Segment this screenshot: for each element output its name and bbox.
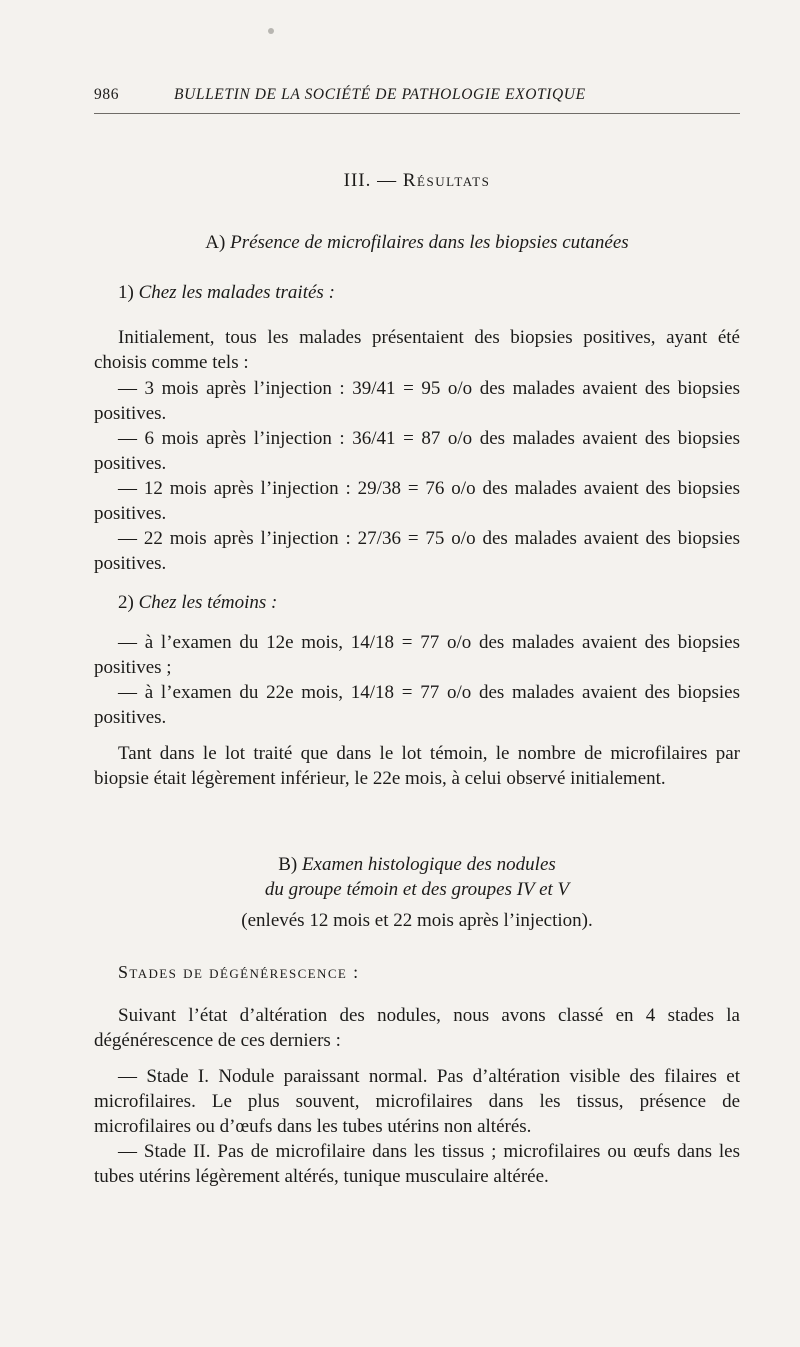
subsection-a2-num: 2) xyxy=(118,592,134,613)
paragraph-tant: Tant dans le lot traité que dans le lot témoin, le nombre de microfilaires par biopsie était légèrement inférieur, le 22e mois, à celui observé initialement. xyxy=(94,743,740,789)
subsection-a1-num: 1) xyxy=(118,282,134,303)
subsection-b-title-line2: du groupe témoin et des groupes IV et V xyxy=(264,879,570,900)
stade-1-description: — Stade I. Nodule paraissant normal. Pas d’altération visible des filaires et microfilaires. Le plus souvent, microfilaires dans les tissus, présence de microfilaires ou d’œufs dans les tubes utérins non altérés. xyxy=(94,1066,740,1137)
section-title xyxy=(94,170,740,192)
print-speck xyxy=(268,28,274,34)
subsection-b-letter: B) xyxy=(278,854,298,875)
control-result-12-months: — à l’examen du 12e mois, 14/18 = 77 o/o des malades avaient des biopsies positives ; xyxy=(94,632,740,678)
control-result-22-months: — à l’examen du 22e mois, 14/18 = 77 o/o des malades avaient des biopsies positives. xyxy=(94,682,740,728)
stade-2-description: — Stade II. Pas de microfilaire dans les tissus ; microfilaires ou œufs dans les tubes utérins légèrement altérés, tunique musculaire altérée. xyxy=(94,1141,740,1187)
treated-result-12-months: — 12 mois après l’injection : 29/38 = 76 o/o des malades avaient des biopsies positives. xyxy=(94,478,740,524)
section-numeral: III. — xyxy=(343,170,398,191)
subsection-a-title: Présence de microfilaires dans les biopsies cutanées xyxy=(230,232,629,253)
treated-result-3-months: — 3 mois après l’injection : 39/41 = 95 o/o des malades avaient des biopsies positives. xyxy=(94,378,740,424)
subsection-a1-heading xyxy=(118,280,718,305)
treated-result-6-months: — 6 mois après l’injection : 36/41 = 87 o/o des malades avaient des biopsies positives. xyxy=(94,428,740,474)
subsection-a-letter: A) xyxy=(205,232,226,253)
stades-heading xyxy=(118,962,360,983)
page-number: 986 xyxy=(94,86,120,103)
subsection-a2-heading xyxy=(118,590,718,615)
subsection-b-heading xyxy=(94,852,740,877)
paragraph-initial: Initialement, tous les malades présentaient des biopsies positives, ayant été choisis comme tels : xyxy=(94,327,740,373)
subsection-b-title-line1: Examen histologique des nodules xyxy=(301,854,556,875)
paragraph-suivant: Suivant l’état d’altération des nodules, nous avons classé en 4 stades la dégénérescence de ces derniers : xyxy=(94,1005,740,1051)
section-word: Résultats xyxy=(402,170,491,191)
header-rule xyxy=(94,113,740,114)
running-title: BULLETIN DE LA SOCIÉTÉ DE PATHOLOGIE EXOTIQUE xyxy=(174,86,586,103)
subsection-a1-title: Chez les malades traités : xyxy=(138,282,335,303)
subsection-b-title-line3: (enlevés 12 mois et 22 mois après l’injection). xyxy=(241,910,593,931)
treated-result-22-months: — 22 mois après l’injection : 27/36 = 75 o/o des malades avaient des biopsies positives. xyxy=(94,528,740,574)
subsection-a-heading xyxy=(94,230,740,255)
subsection-a2-title: Chez les témoins : xyxy=(138,592,278,613)
stades-heading-text: Stades de dégénérescence : xyxy=(118,962,360,982)
